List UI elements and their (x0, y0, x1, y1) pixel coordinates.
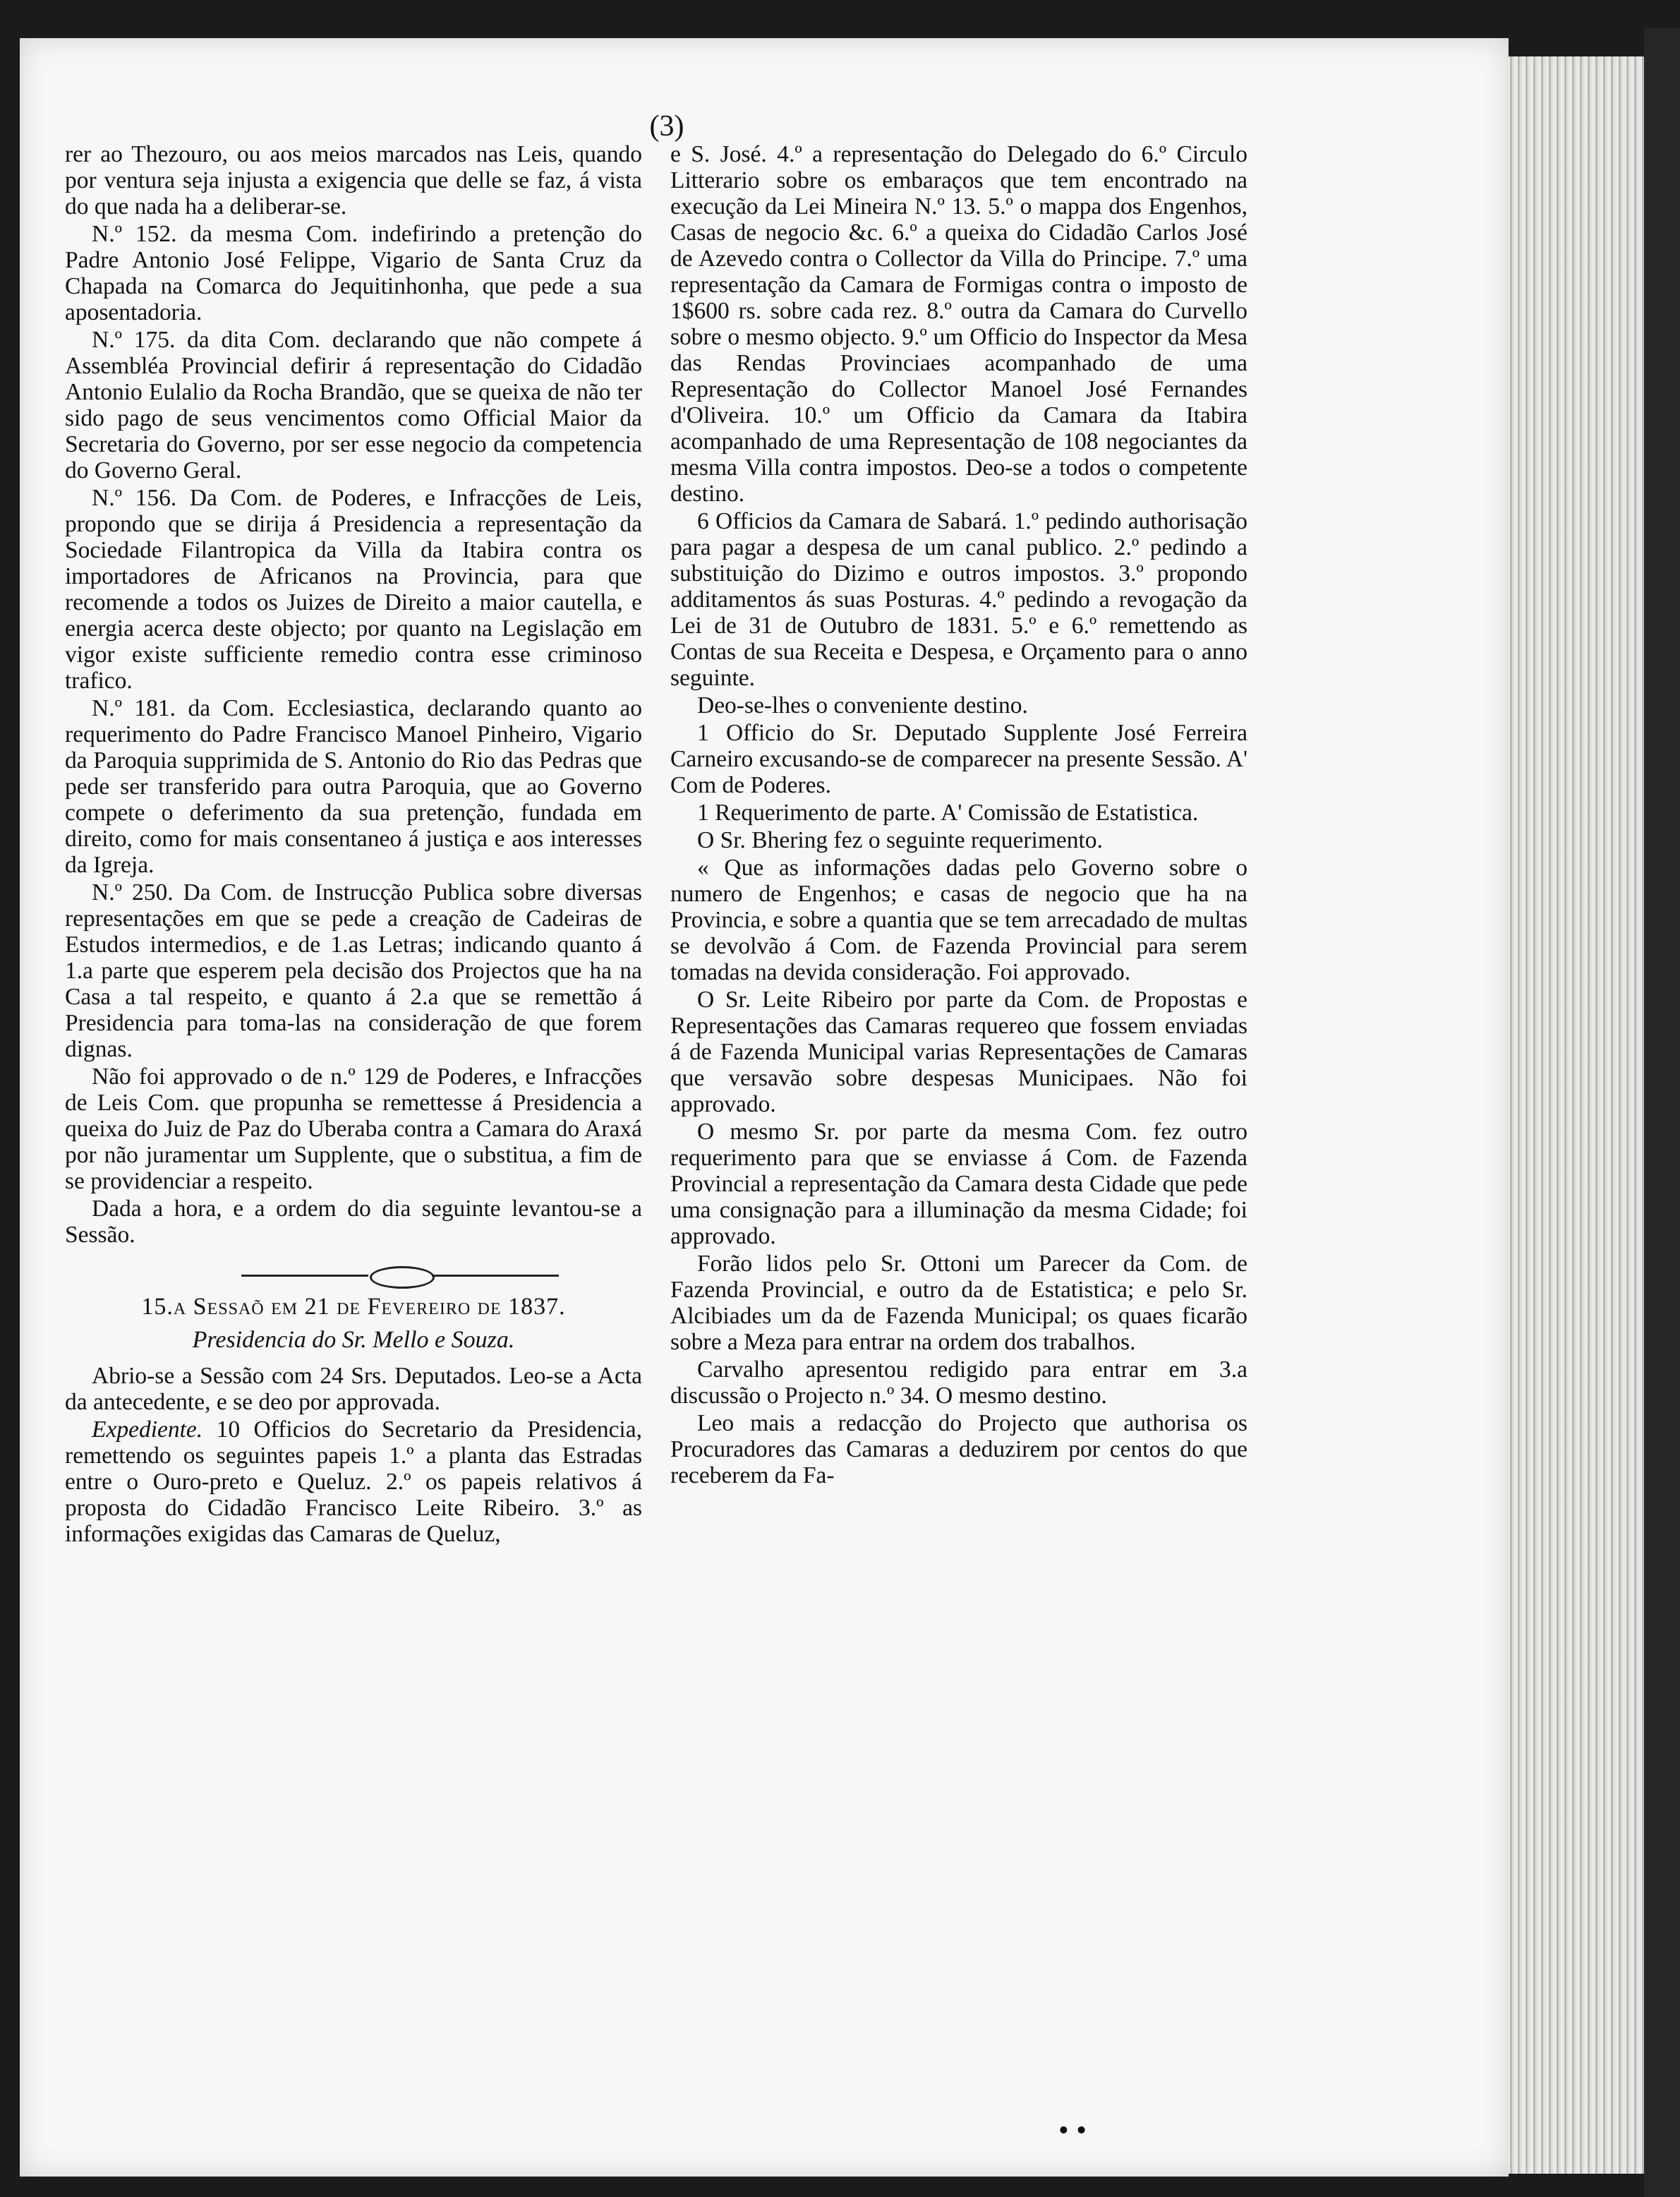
paragraph: 1 Officio do Sr. Deputado Supplente José Ferreira Carneiro excusando-se de comparecer na presente Sessão. A' Com de Poderes. (670, 720, 1247, 798)
expediente-text: 10 Officios do Secretario da Presidencia, remettendo os seguintes papeis 1.º a planta das Estradas entre o Ouro-preto e Queluz. 2.º os papeis relativos á proposta do Cidadão Francisco Leite Ribeiro. 3.º as informações exigidas das Camaras de Queluz, (65, 1416, 642, 1547)
right-column-paragraphs (670, 141, 1247, 1488)
paragraph: O Sr. Leite Ribeiro por parte da Com. de Propostas e Representações das Camaras requereo que fossem enviadas á de Fazenda Municipal varias Representações de Camaras que versavão sobre despesas Municipaes. Não foi approvado. (670, 987, 1247, 1117)
paragraph: Leo mais a redacção do Projecto que authorisa os Procuradores das Camaras a deduzirem por centos do que receberem da Fa- (670, 1410, 1247, 1488)
paragraph: Não foi approvado o de n.º 129 de Poderes, e Infracções de Leis Com. que propunha se remettesse á Presidencia a queixa do Juiz de Paz do Uberaba contra a Camara do Araxá por não juramentar um Supplente, que o substitua, a fim de se providenciar a respeito. (65, 1064, 642, 1194)
paragraph: N.º 152. da mesma Com. indefirindo a pretenção do Padre Antonio José Felippe, Vigario de Santa Cruz da Chapada na Comarca do Jequitinhonha, que pede a sua aposentadoria. (65, 221, 642, 325)
divider-knot (370, 1266, 435, 1289)
paragraph: N.º 181. da Com. Ecclesiastica, declarando quanto ao requerimento do Padre Francisco Manoel Pinheiro, Vigario da Paroquia supprimida de S. Antonio do Rio das Pedras que pede ser transferido para outra Paroquia, que ao Governo compete o deferimento da sua pretenção, fundada em direito, como for mais consentaneo á justiça e aos interesses da Igreja. (65, 695, 642, 878)
presidency-line: Presidencia do Sr. Mello e Souza. (192, 1327, 515, 1353)
paragraph: Dada a hora, e a ordem do dia seguinte levantou-se a Sessão. (65, 1196, 642, 1248)
paragraph: Deo-se-lhes o conveniente destino. (697, 692, 1028, 718)
paragraph: N.º 156. Da Com. de Poderes, e Infracções de Leis, propondo que se dirija á Presidencia a representação da Sociedade Filantropica da Villa da Itabira contra os importadores de Africanos na Provincia, para que recomende a todos os Juizes de Direito a maior cautella, e energia acerca deste objecto; por quanto na Legislação em vigor existe sufficiente remedio contra esse criminoso trafico. (65, 485, 642, 694)
divider-line-right (432, 1275, 559, 1277)
book-page-edges (1504, 56, 1658, 2174)
page-number: (3) (649, 110, 684, 143)
bottom-marks: • • (1058, 2114, 1087, 2147)
paragraph: O Sr. Bhering fez o seguinte requerimento. (697, 827, 1103, 853)
book-cover-edge (1644, 28, 1680, 2197)
paragraph: « Que as informações dadas pelo Governo sobre o numero de Engenhos; e casas de negocio que ha na Provincia, e sobre a quantia que se tem arrecadado de multas se devolvão á Com. de Fazenda Provincial para serem tomadas na devida consideração. Foi approvado. (670, 855, 1247, 985)
paragraph: 6 Officios da Camara de Sabará. 1.º pedindo authorisação para pagar a despesa de um canal publico. 2.º pedindo a substituição do Dizimo e outros impostos. 3.º propondo additamentos ás suas Posturas. 4.º pedindo a revogação da Lei de 31 de Outubro de 1831. 5.º e 6.º remettendo as Contas de sua Receita e Despesa, e Orçamento para o anno seguinte. (670, 508, 1247, 691)
expediente-label: Expediente. (92, 1416, 203, 1443)
paragraph: N.º 175. da dita Com. declarando que não compete á Assembléa Provincial defirir á representação do Cidadão Antonio Eulalio da Rocha Brandão, que se queixa de não ter sido pago de seus vencimentos como Official Maior da Secretaria do Governo, por ser esse negocio da competencia do Governo Geral. (65, 327, 642, 483)
expediente-paragraph (65, 1416, 642, 1547)
paragraph: O mesmo Sr. por parte da mesma Com. fez outro requerimento para que se enviasse á Com. de Fazenda Provincial a representação da Camara desta Cidade que pede uma consignação para a illuminação da mesma Cidade; foi approvado. (670, 1119, 1247, 1249)
left-column (65, 141, 642, 1548)
session-paragraphs (65, 1363, 642, 1415)
right-column (670, 141, 1247, 1490)
paragraph: e S. José. 4.º a representação do Delegado do 6.º Circulo Litterario sobre os embaraços que tem encontrado na execução da Lei Mineira N.º 13. 5.º o mappa dos Engenhos, Casas de negocio &c. 6.º a queixa do Cidadão Carlos José de Azevedo contra o Collector da Villa do Principe. 7.º uma representação da Camara de Formigas contra o imposto de 1$600 rs. sobre cada rez. 8.º outra da Camara do Curvello sobre o mesmo objecto. 9.º um Officio do Inspector da Mesa das Rendas Provinciaes acompanhado de uma Representação do Collector Manoel José Fernandes d'Oliveira. 10.º um Officio da Camara da Itabira acompanhado de uma Representação de 108 negociantes da mesma Villa contra impostos. Deo-se a todos o competente destino. (670, 141, 1247, 507)
paragraph: 1 Requerimento de parte. A' Comissão de Estatistica. (697, 800, 1199, 826)
paragraph: Forão lidos pelo Sr. Ottoni um Parecer da Com. de Fazenda Provincial, e outro da de Estatistica; e pelo Sr. Alcibiades um da de Fazenda Municipal; os quaes ficarão sobre a Meza para entrar na ordem dos trabalhos. (670, 1251, 1247, 1355)
left-column-paragraphs (65, 141, 642, 1248)
paragraph: N.º 250. Da Com. de Instrucção Publica sobre diversas representações em que se pede a creação de Cadeiras de Estudos intermedios, e de 1.as Letras; indicando quanto á 1.a parte que esperem pela decisão dos Projectos que ha na Casa a tal respeito, e quanto á 2.a que se remettão á Presidencia para toma-las na consideração de que forem dignas. (65, 879, 642, 1062)
paragraph: Abrio-se a Sessão com 24 Srs. Deputados. Leo-se a Acta da antecedente, e se deo por approvada. (65, 1363, 642, 1415)
section-divider-ornament (65, 1265, 642, 1286)
divider-line-left (241, 1275, 368, 1277)
paragraph: Carvalho apresentou redigido para entrar em 3.a discussão o Projecto n.º 34. O mesmo destino. (670, 1356, 1247, 1409)
session-heading: 15.a Sessaõ em 21 de Fevereiro de 1837. (141, 1294, 566, 1320)
paragraph: rer ao Thezouro, ou aos meios marcados nas Leis, quando por ventura seja injusta a exigencia que delle se faz, á vista do que nada ha a deliberar-se. (65, 141, 642, 219)
